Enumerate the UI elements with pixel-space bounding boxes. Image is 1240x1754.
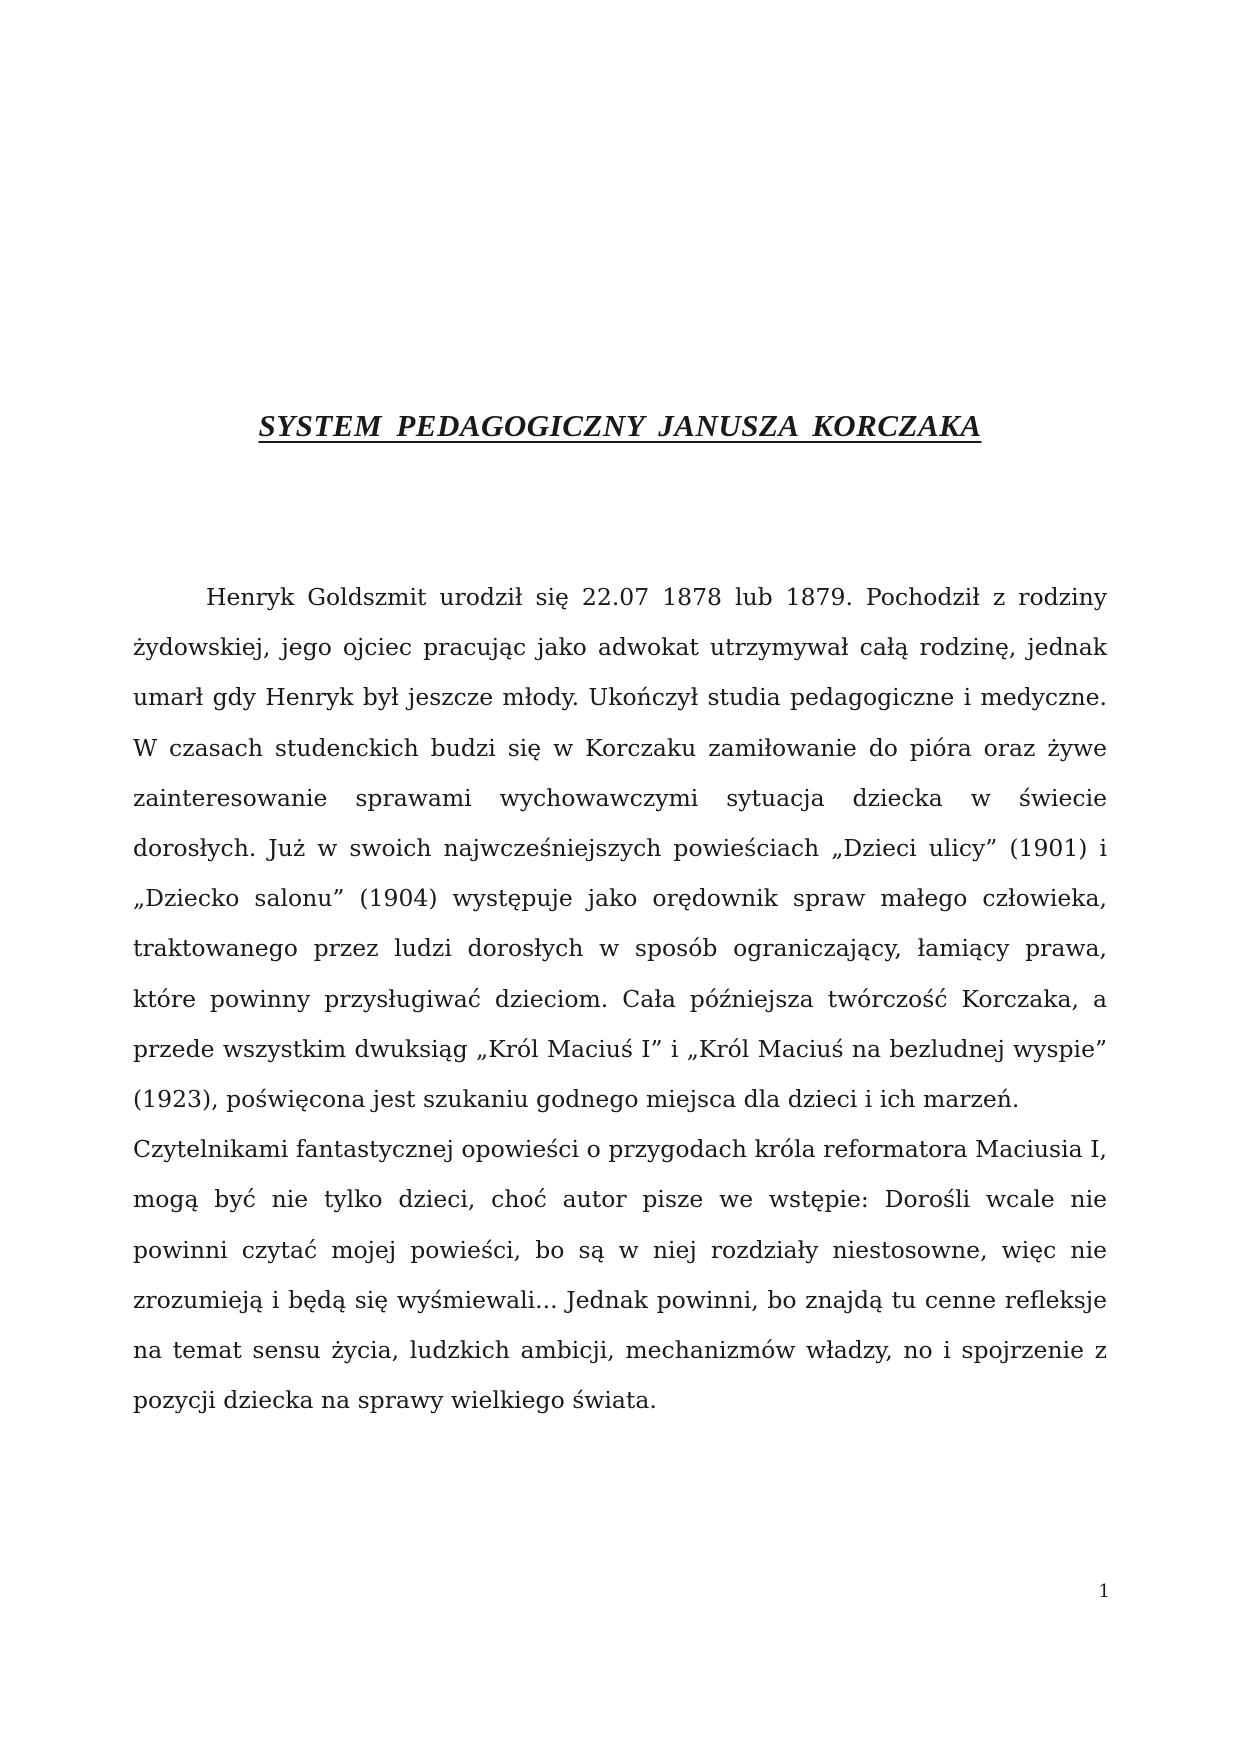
page-title — [133, 404, 1107, 448]
page-number: 1 — [1098, 1581, 1110, 1602]
body-text — [133, 572, 1107, 1425]
paragraph-krol-macius: Czytelnikami fantastycznej opowieści o przygodach króla reformatora Maciusia I, mogą być nie tylko dzieci, choć autor pisze we wstępie: Dorośli wcale nie powinni czytać mojej powieści, bo są w niej rozdziały niestosowne, więc nie zrozumieją i będą się wyśmiewali... Jednak powinni, bo znajdą tu cenne refleksje na temat sensu życia, ludzkich ambicji, mechanizmów władzy, no i spojrzenie z pozycji dziecka na sprawy wielkiego świata. — [133, 1135, 1107, 1415]
page-title-text: SYSTEM PEDAGOGICZNY JANUSZA KORCZAKA — [258, 408, 982, 443]
paragraph-biography: Henryk Goldszmit urodził się 22.07 1878 lub 1879. Pochodził z rodziny żydowskiej, jego ojciec pracując jako adwokat utrzymywał całą rodzinę, jednak umarł gdy Henryk był jeszcze młody. Ukończył studia pedagogiczne i medyczne. W czasach studenckich budzi się w Korczaku zamiłowanie do pióra oraz żywe zainteresowanie sprawami wychowawczymi sytuacja dziecka w świecie dorosłych. Już w swoich najwcześniejszych powieściach „Dzieci ulicy” (1901) i „Dziecko salonu” (1904) występuje jako orędownik spraw małego człowieka, traktowanego przez ludzi dorosłych w sposób ograniczający, łamiący prawa, które powinny przysługiwać dzieciom. Cała późniejsza twórczość Korczaka, a przede wszystkim dwuksiąg „Król Maciuś I” i „Król Maciuś na bezludnej wyspie” (1923), poświęcona jest szukaniu godnego miejsca dla dzieci i ich marzeń. — [133, 583, 1107, 1114]
